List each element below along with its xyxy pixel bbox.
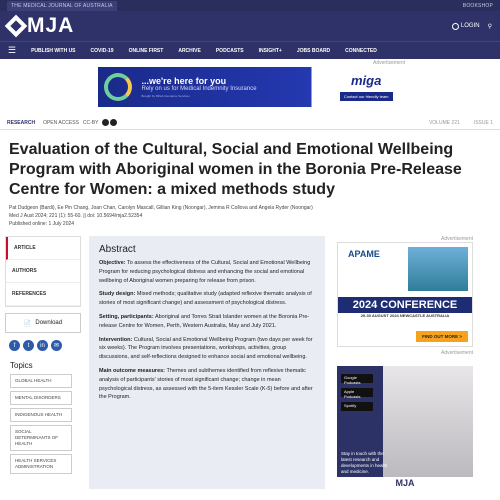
abstract-objective <box>99 259 315 285</box>
conference-photo <box>408 247 468 291</box>
ad-fine: Bought by MIGA Insurance Services <box>141 94 190 98</box>
design-text: Mixed methods; qualitative study (adapted reflexive thematic analysis of stories of most significant change) and assessment of psychological distress. <box>99 291 312 307</box>
issue-label[interactable]: ISSUE 1 <box>473 119 493 126</box>
pdf-icon: 📄 <box>23 320 32 327</box>
journal-name[interactable]: THE MEDICAL JOURNAL OF AUSTRALIA <box>7 1 117 11</box>
top-strip <box>0 0 500 11</box>
author-list: Pat Dudgeon (Bardi), Ee Pin Chang, Joan Chan, Carolyn Mascall, Gillian King (Noongar), Jemma R Collova and Angela Ryder (Noongar) <box>9 205 313 211</box>
search-icon[interactable]: ⚲ <box>487 23 492 30</box>
intervention-text: Cultural, Social and Emotional Wellbeing Program (two days per week for six weeks). The Program involves presentations, workshops, activities, group discussions, and self-reflections designed to enhance social and emotional wellbeing. <box>99 336 313 361</box>
conference-title: 2024 CONFERENCE <box>338 297 472 313</box>
volume-label[interactable]: VOLUME 221 <box>428 119 460 126</box>
nav-podcasts[interactable]: PODCASTS <box>215 47 244 54</box>
citation: Med J Aust 2024; 221 (1): 55-60. || doi: 10.5694/mja2.52354 <box>9 213 143 219</box>
apame-logo: APAME <box>348 249 380 259</box>
find-out-more-button[interactable]: FIND OUT MORE > <box>416 331 468 342</box>
section-label[interactable]: RESEARCH <box>7 119 36 126</box>
topic-tag[interactable]: INDIGENOUS HEALTH <box>10 408 72 422</box>
ad-headline: ...we're here for you <box>141 76 227 86</box>
twitter-icon[interactable]: t <box>23 340 34 351</box>
login-label: LOGIN <box>460 23 480 29</box>
mja-logo-icon <box>5 15 28 38</box>
miga-banner-ad[interactable] <box>98 67 403 107</box>
nav-archive[interactable]: ARCHIVE <box>178 47 201 54</box>
person-photo <box>383 366 473 489</box>
topic-tag[interactable]: GLOBAL HEALTH <box>10 374 72 388</box>
design-label: Study design: <box>99 291 136 298</box>
user-icon <box>452 23 459 30</box>
setting-label: Setting, participants: <box>99 313 154 320</box>
menu-icon[interactable]: ☰ <box>8 45 17 55</box>
objective-label: Objective: <box>99 260 126 266</box>
header-actions <box>452 23 492 30</box>
article-title: Evaluation of the Cultural, Social and Emotional Wellbeing Program with Aboriginal women in the Boronia Pre-Release Centre for Women: a mixed methods study <box>9 141 462 198</box>
download-button[interactable] <box>5 313 81 333</box>
toc-authors[interactable]: AUTHORS <box>6 260 80 283</box>
intervention-label: Intervention: <box>99 336 133 343</box>
abstract-design <box>99 290 315 308</box>
table-of-contents <box>5 236 81 307</box>
article-layout <box>0 228 500 489</box>
apame-conference-ad[interactable] <box>337 242 473 347</box>
abstract-heading: Abstract <box>99 244 136 255</box>
article-meta <box>0 120 500 130</box>
ring-graphic <box>104 73 132 101</box>
abstract-setting <box>99 313 315 331</box>
apple-podcasts-badge[interactable]: Apple Podcasts <box>341 388 373 397</box>
topic-tag[interactable]: SOCIAL DETERMINANTS OF HEALTH <box>10 425 72 451</box>
conference-detail: 29-30 AUGUST 2024 NEWCASTLE AUSTRALIA <box>360 313 450 318</box>
facebook-icon[interactable]: f <box>9 340 20 351</box>
nav-covid[interactable]: COVID-19 <box>90 47 114 54</box>
ad-copy: Stay in touch with the latest research and developments in health and medicine. <box>341 451 388 474</box>
outcome-text: Themes and subthemes identified from reflexive thematic analysis of participants' stories of most significant change; change in mean psychological distress, as assessed with the 5-item Kessler Scale (K-5) before and after the Program. <box>99 367 313 401</box>
ad-brand <box>340 72 393 101</box>
main-nav <box>0 41 500 59</box>
toc-references[interactable]: REFERENCES <box>6 283 80 306</box>
google-podcasts-badge[interactable]: Google Podcasts <box>341 374 373 383</box>
mja-logo[interactable] <box>8 14 74 38</box>
toc-article[interactable]: ARTICLE <box>6 237 80 260</box>
abstract-outcome <box>99 367 315 402</box>
spotify-badge[interactable]: Spotify <box>341 402 373 411</box>
right-ad-column <box>337 236 473 489</box>
mja-ad-logo: MJA <box>337 477 473 489</box>
open-access-badge: OPEN ACCESS <box>43 119 79 126</box>
miga-logo: miga <box>350 73 382 88</box>
cc-icons <box>102 119 117 126</box>
ad-copy <box>142 76 257 98</box>
login-button[interactable] <box>452 23 480 30</box>
ad-cta-button[interactable]: Contact our friendly team <box>340 92 393 101</box>
linkedin-icon[interactable]: in <box>37 340 48 351</box>
download-label: Download <box>35 320 63 326</box>
left-sidebar <box>5 236 81 489</box>
cc-label: CC-BY <box>82 119 99 126</box>
ad-label: Advertisement <box>441 350 473 356</box>
topic-tag[interactable]: HEALTH SERVICES ADMINISTRATION <box>10 454 72 474</box>
topics-heading: Topics <box>10 361 33 370</box>
bookshop-link[interactable]: BOOKSHOP <box>462 2 493 9</box>
nav-insight[interactable]: INSIGHT+ <box>258 47 282 54</box>
outcome-label: Main outcome measures: <box>99 367 166 374</box>
ad-sub: Rely on us for Medical Indemnity Insurance <box>141 86 257 92</box>
share-icons <box>5 340 81 351</box>
cc-icon <box>102 119 109 126</box>
published-date: Published online: 1 July 2024 <box>9 221 75 227</box>
nav-publish[interactable]: PUBLISH WITH US <box>31 47 76 54</box>
abstract-panel <box>89 236 325 489</box>
mja-podcast-ad[interactable] <box>337 366 473 489</box>
ad-label: Advertisement <box>441 236 473 242</box>
email-icon[interactable]: ✉ <box>51 340 62 351</box>
site-header <box>0 11 500 41</box>
setting-text: Aboriginal and Torres Strait Islander women at the Boronia Pre-release Centre for Women, Perth, Western Australia, May and July 2021. <box>99 313 310 329</box>
nav-jobs-board[interactable]: JOBS BOARD <box>296 47 331 54</box>
topic-tag[interactable]: MENTAL DISORDERS <box>10 391 72 405</box>
objective-text: To assess the effectiveness of the Cultural, Social and Emotional Wellbeing Program for reducing psychological distress and enhancing the social and emotional wellbeing of Aboriginal women preparing for release from prison. <box>99 260 311 284</box>
author-block <box>0 200 500 228</box>
nav-connected[interactable]: CONNECTED <box>345 47 377 54</box>
ad-label: Advertisement <box>373 60 405 66</box>
nav-online-first[interactable]: ONLINE FIRST <box>128 47 164 54</box>
by-icon <box>110 119 117 126</box>
abstract-intervention <box>99 336 315 362</box>
mja-logo-text: MJA <box>27 14 75 37</box>
